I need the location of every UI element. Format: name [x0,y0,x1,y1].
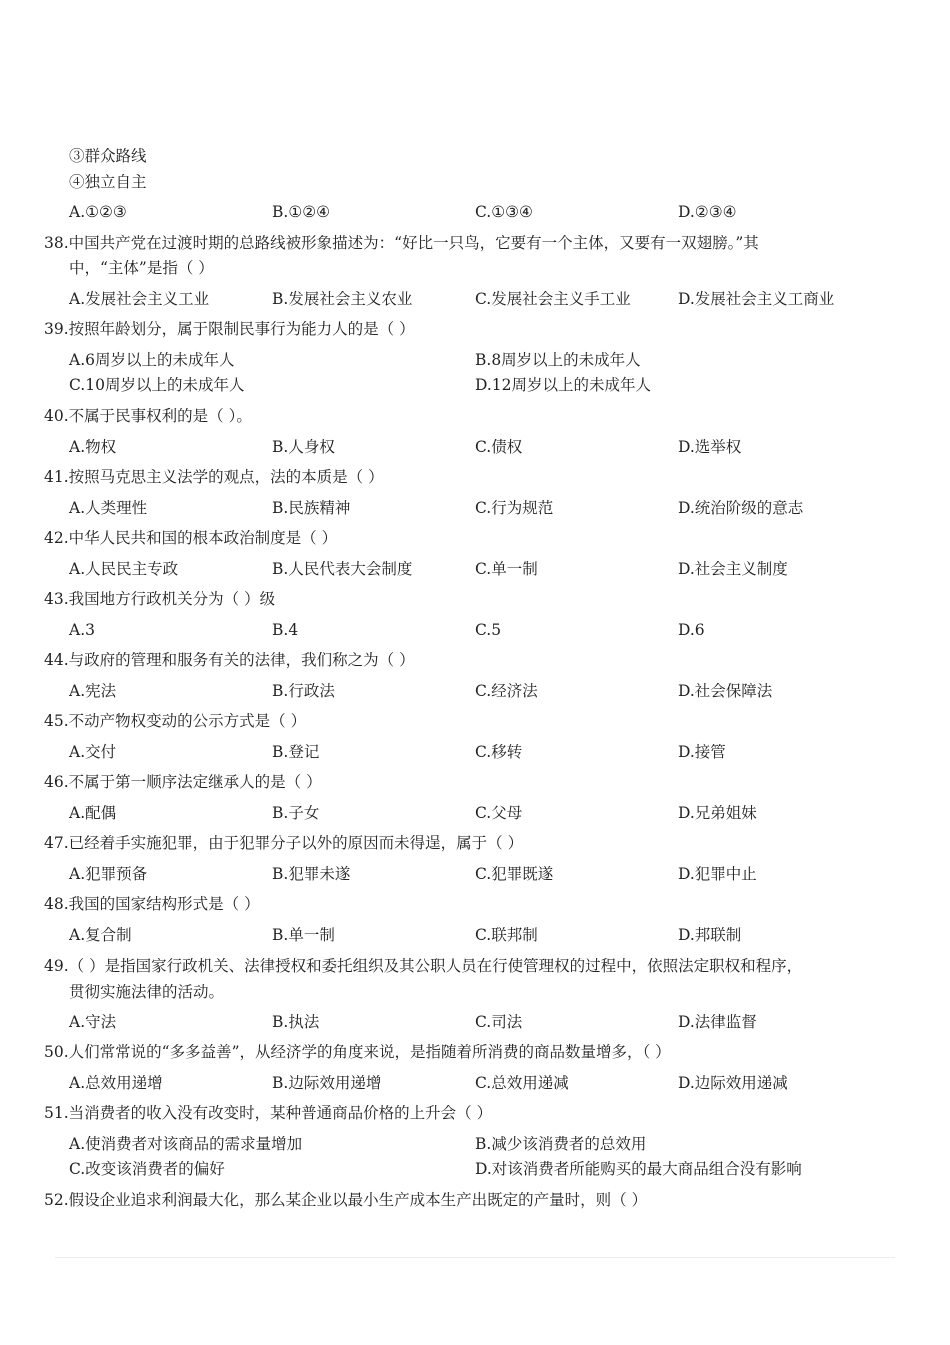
q38-option-b: B.发展社会主义农业 [272,290,413,308]
q48-option-a: A.复合制 [69,926,132,944]
q40-option-a: A.物权 [69,438,117,456]
q50-option-d: D.边际效用递减 [678,1074,788,1092]
q46-option-d: D.兄弟姐妹 [678,804,757,822]
q42-option-d: D.社会主义制度 [678,560,788,578]
q47-option-a: A.犯罪预备 [69,865,148,883]
q51-option-b: B.减少该消费者的总效用 [475,1135,647,1153]
q52-text: 52.假设企业追求利润最大化，那么某企业以最小生产成本生产出既定的产量时，则（ ） [44,1191,648,1209]
q39-option-a: A.6周岁以上的未成年人 [69,351,235,369]
q39-text: 39.按照年龄划分，属于限制民事行为能力人的是（ ） [44,320,415,338]
q47-option-b: B.犯罪未遂 [272,865,351,883]
q45-option-c: C.移转 [475,743,523,761]
q43-option-b: B.4 [272,621,299,639]
q50-option-b: B.边际效用递增 [272,1074,382,1092]
q40-option-c: C.债权 [475,438,523,456]
q50-option-a: A.总效用递增 [69,1074,163,1092]
q49-option-b: B.执法 [272,1013,320,1031]
q37-option-a: A.①②③ [69,203,127,221]
q48-option-b: B.单一制 [272,926,335,944]
q38-option-c: C.发展社会主义手工业 [475,290,631,308]
q44-option-b: B.行政法 [272,682,335,700]
q41-option-d: D.统治阶级的意志 [678,499,804,517]
q41-option-c: C.行为规范 [475,499,554,517]
q41-option-a: A.人类理性 [69,499,148,517]
q44-option-c: C.经济法 [475,682,538,700]
q44-option-a: A.宪法 [69,682,117,700]
q37-item-3: ③群众路线 [69,147,147,165]
q45-text: 45.不动产物权变动的公示方式是（ ） [44,712,307,730]
q40-text: 40.不属于民事权利的是（ ）。 [44,407,252,425]
q41-option-b: B.民族精神 [272,499,351,517]
q43-option-d: D.6 [678,621,705,639]
q46-option-b: B.子女 [272,804,320,822]
q38-option-d: D.发展社会主义工商业 [678,290,835,308]
q44-option-d: D.社会保障法 [678,682,773,700]
q51-option-c: C.改变该消费者的偏好 [69,1160,225,1178]
q48-option-d: D.邦联制 [678,926,742,944]
q49-option-c: C.司法 [475,1013,523,1031]
q48-text: 48.我国的国家结构形式是（ ） [44,895,260,913]
q37-option-c: C.①③④ [475,203,533,221]
q42-option-a: A.人民民主专政 [69,560,179,578]
q43-text: 43.我国地方行政机关分为（ ）级 [44,590,276,608]
q51-text: 51.当消费者的收入没有改变时，某种普通商品价格的上升会（ ） [44,1104,493,1122]
q40-option-b: B.人身权 [272,438,335,456]
q46-option-a: A.配偶 [69,804,117,822]
q43-option-c: C.5 [475,621,502,639]
q51-option-d: D.对该消费者所能购买的最大商品组合没有影响 [475,1160,802,1178]
q45-option-d: D.接管 [678,743,726,761]
page-bottom-rule [55,1257,895,1258]
q38-option-a: A.发展社会主义工业 [69,290,210,308]
q49-option-a: A.守法 [69,1013,117,1031]
q39-option-b: B.8周岁以上的未成年人 [475,351,641,369]
q51-option-a: A.使消费者对该商品的需求量增加 [69,1135,303,1153]
q47-option-c: C.犯罪既遂 [475,865,554,883]
q47-text: 47.已经着手实施犯罪，由于犯罪分子以外的原因而未得逞，属于（ ） [44,834,524,852]
q38-text: 38.中国共产党在过渡时期的总路线被形象描述为：“好比一只鸟，它要有一个主体，又要有一双翅膀。”其 [44,234,759,252]
q46-option-c: C.父母 [475,804,523,822]
q46-text: 46.不属于第一顺序法定继承人的是（ ） [44,773,322,791]
q44-text: 44.与政府的管理和服务有关的法律，我们称之为（ ） [44,651,415,669]
q37-item-4: ④独立自主 [69,173,147,191]
q47-option-d: D.犯罪中止 [678,865,757,883]
q42-text: 42.中华人民共和国的根本政治制度是（ ） [44,529,338,547]
q50-option-c: C.总效用递减 [475,1074,569,1092]
q45-option-b: B.登记 [272,743,320,761]
q49-option-d: D.法律监督 [678,1013,757,1031]
q39-option-c: C.10周岁以上的未成年人 [69,376,245,394]
q37-option-d: D.②③④ [678,203,737,221]
q39-option-d: D.12周岁以上的未成年人 [475,376,652,394]
q42-option-c: C.单一制 [475,560,538,578]
q50-text: 50.人们常常说的“多多益善”，从经济学的角度来说，是指随着所消费的商品数量增多，（ ） [44,1043,671,1061]
q48-option-c: C.联邦制 [475,926,538,944]
q41-text: 41.按照马克思主义法学的观点，法的本质是（ ） [44,468,384,486]
q38-text-cont: 中，“主体”是指（ ） [69,259,214,277]
q42-option-b: B.人民代表大会制度 [272,560,413,578]
q40-option-d: D.选举权 [678,438,742,456]
q37-option-b: B.①②④ [272,203,331,221]
q43-option-a: A.3 [69,621,95,639]
q45-option-a: A.交付 [69,743,117,761]
q49-text: 49.（ ）是指国家行政机关、法律授权和委托组织及其公职人员在行使管理权的过程中，依照法定职权和程序， [44,957,803,975]
q49-text-cont: 贯彻实施法律的活动。 [69,983,225,1001]
